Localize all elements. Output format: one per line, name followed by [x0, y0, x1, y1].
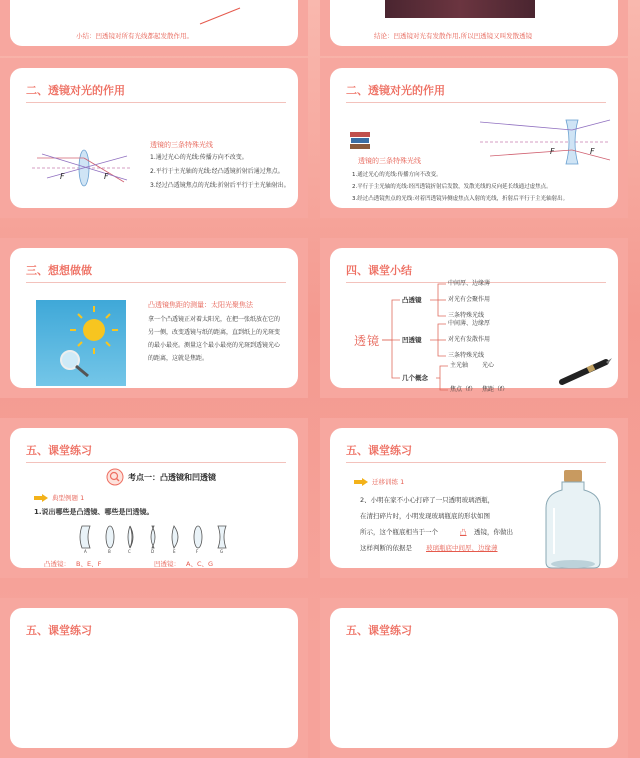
- slide-title: 五、课堂练习: [346, 444, 412, 457]
- mindmap-leaf: 三条特殊光线: [448, 352, 485, 359]
- slide-r3-right[interactable]: [320, 418, 628, 578]
- mindmap-node: 凸透镜: [402, 296, 422, 304]
- paragraph-line: 的最小最亮。测量这个最小最亮的光斑到透镜光心: [148, 342, 281, 349]
- fountain-pen-icon: [558, 356, 612, 386]
- ray-diagram: [200, 6, 240, 26]
- answer-blank: 玻璃瓶底中间厚、边缘薄: [426, 544, 498, 552]
- lens-letter: G: [220, 549, 224, 554]
- slide-caption: 小结：凹透镜对所有光线都起发散作用。: [76, 32, 193, 40]
- slide-title: 五、课堂练习: [26, 444, 92, 457]
- question-line: 这样判断的依据是: [360, 544, 412, 552]
- slide-title: 三、想想做做: [26, 264, 92, 277]
- mindmap-leaf: 中间厚、边缘薄: [448, 280, 491, 287]
- title-divider: [346, 462, 606, 463]
- slide-r0-right[interactable]: [320, 0, 628, 56]
- slide-r3-left[interactable]: [0, 418, 308, 578]
- paragraph-line: 的距离，这就是焦距。: [148, 355, 209, 362]
- slide-r1-left[interactable]: [0, 58, 308, 218]
- slide-r4-left[interactable]: [0, 598, 308, 758]
- question-line: 在清扫碎片时，小明发现玻璃瓶底的形状如图: [360, 512, 490, 520]
- concave-lens-diagram: [480, 116, 610, 164]
- answer-label: 凹透镜：: [154, 560, 180, 568]
- mindmap-leaf: 对光有发散作用: [448, 336, 491, 343]
- question-text: 1.说出哪些是凸透镜、哪些是凹透镜。: [34, 508, 154, 516]
- paragraph-line: 另一侧，改变透镜与纸的距离，直到纸上的光斑变: [148, 329, 281, 336]
- list-item: 1.通过光心的光线:传播方向不改变。: [150, 154, 248, 161]
- focal-point-label: F: [104, 172, 109, 181]
- lens-letter: A: [84, 549, 87, 554]
- list-item: 3.经过凸透镜焦点的光线:对着凹透镜异侧虚焦点入射的光线，折射后平行于主光轴射出。: [352, 196, 569, 202]
- list-item: 2.平行于主光轴的光线:经凹透镜折射后发散，发散光线的反向延长线通过虚焦点。: [352, 184, 552, 190]
- slide-caption: 结论：凹透镜对光有发散作用,所以凹透镜又叫发散透镜: [374, 32, 533, 40]
- list-item: 1.通过光心的光线:传播方向不改变。: [352, 172, 442, 178]
- section-subtitle: 透镜的三条特殊光线: [150, 141, 213, 149]
- key-point-title: 考点一：凸透镜和凹透镜: [128, 473, 216, 482]
- section-subtitle: 透镜的三条特殊光线: [358, 157, 421, 165]
- mindmap-leaf: 光心: [482, 362, 495, 369]
- mindmap-node: 凹透镜: [402, 336, 422, 344]
- slide-title: 五、课堂练习: [346, 624, 412, 637]
- mindmap-leaf: 对光有会聚作用: [448, 296, 491, 303]
- title-divider: [26, 282, 286, 283]
- paragraph-line: 拿一个凸透镜正对着太阳光，在把一张纸放在它的: [148, 316, 281, 323]
- exercise-label: 迁移训练 1: [372, 478, 405, 486]
- photo: [385, 0, 535, 18]
- title-divider: [346, 102, 606, 103]
- mindmap-node: 几个概念: [402, 374, 428, 382]
- slide-r1-right[interactable]: [320, 58, 628, 218]
- list-item: 3.经过凸透镜焦点的光线:折射后平行于主光轴射出。: [150, 182, 290, 189]
- mindmap-root: 透镜: [354, 334, 381, 348]
- convex-lens-diagram: [32, 148, 132, 188]
- arrow-icon: [34, 494, 48, 502]
- answer-blank: 凸: [460, 528, 467, 536]
- slide-title: 四、课堂小结: [346, 264, 412, 277]
- question-line: 所示，这个瓶底相当于一个: [360, 528, 438, 536]
- mindmap-leaf: 焦点（f）: [450, 386, 477, 393]
- lens-letter: B: [108, 549, 111, 554]
- glass-bottle-illustration: [538, 468, 608, 572]
- slide-r4-right[interactable]: [320, 598, 628, 758]
- focal-point-label: F: [550, 147, 555, 156]
- lens-letter: D: [151, 549, 155, 554]
- answer-value: A、C、G: [186, 560, 214, 568]
- title-divider: [26, 102, 286, 103]
- lens-letter: E: [173, 549, 176, 554]
- slide-title: 二、透镜对光的作用: [346, 84, 445, 97]
- arrow-icon: [354, 478, 368, 486]
- mindmap-leaf: 主光轴: [450, 362, 469, 369]
- lens-letter: C: [128, 549, 131, 554]
- focal-point-label: F: [590, 147, 595, 156]
- mindmap-leaf: 中间薄、边缘厚: [448, 320, 491, 327]
- slide-title: 五、课堂练习: [26, 624, 92, 637]
- answer-label: 凸透镜：: [44, 560, 70, 568]
- list-item: 2.平行于主光轴的光线:经凸透镜折射后通过焦点。: [150, 168, 284, 175]
- slide-r2-right[interactable]: [320, 238, 628, 398]
- slide-r2-left[interactable]: [0, 238, 308, 398]
- focal-point-label: F: [60, 172, 65, 181]
- question-line: 2、小明在家不小心打碎了一只透明玻璃酒瓶，: [360, 496, 495, 504]
- books-icon: [348, 128, 372, 150]
- example-label: 典型例题 1: [52, 494, 85, 502]
- mindmap-leaf: 焦距（f）: [482, 386, 509, 393]
- lens-shapes: [78, 524, 228, 554]
- answer-value: B、E、F: [76, 560, 102, 568]
- slide-title: 二、透镜对光的作用: [26, 84, 125, 97]
- question-line: 透镜，你做出: [474, 528, 513, 536]
- mindmap-leaf: 三条特殊光线: [448, 312, 485, 319]
- title-divider: [26, 462, 286, 463]
- section-subtitle: 凸透镜焦距的测量：太阳光聚焦法: [148, 301, 253, 309]
- slide-r0-left[interactable]: [0, 0, 308, 56]
- magnifier-badge-icon: [106, 468, 124, 486]
- lens-letter: F: [196, 549, 199, 554]
- sun-magnifier-illustration: [36, 300, 126, 386]
